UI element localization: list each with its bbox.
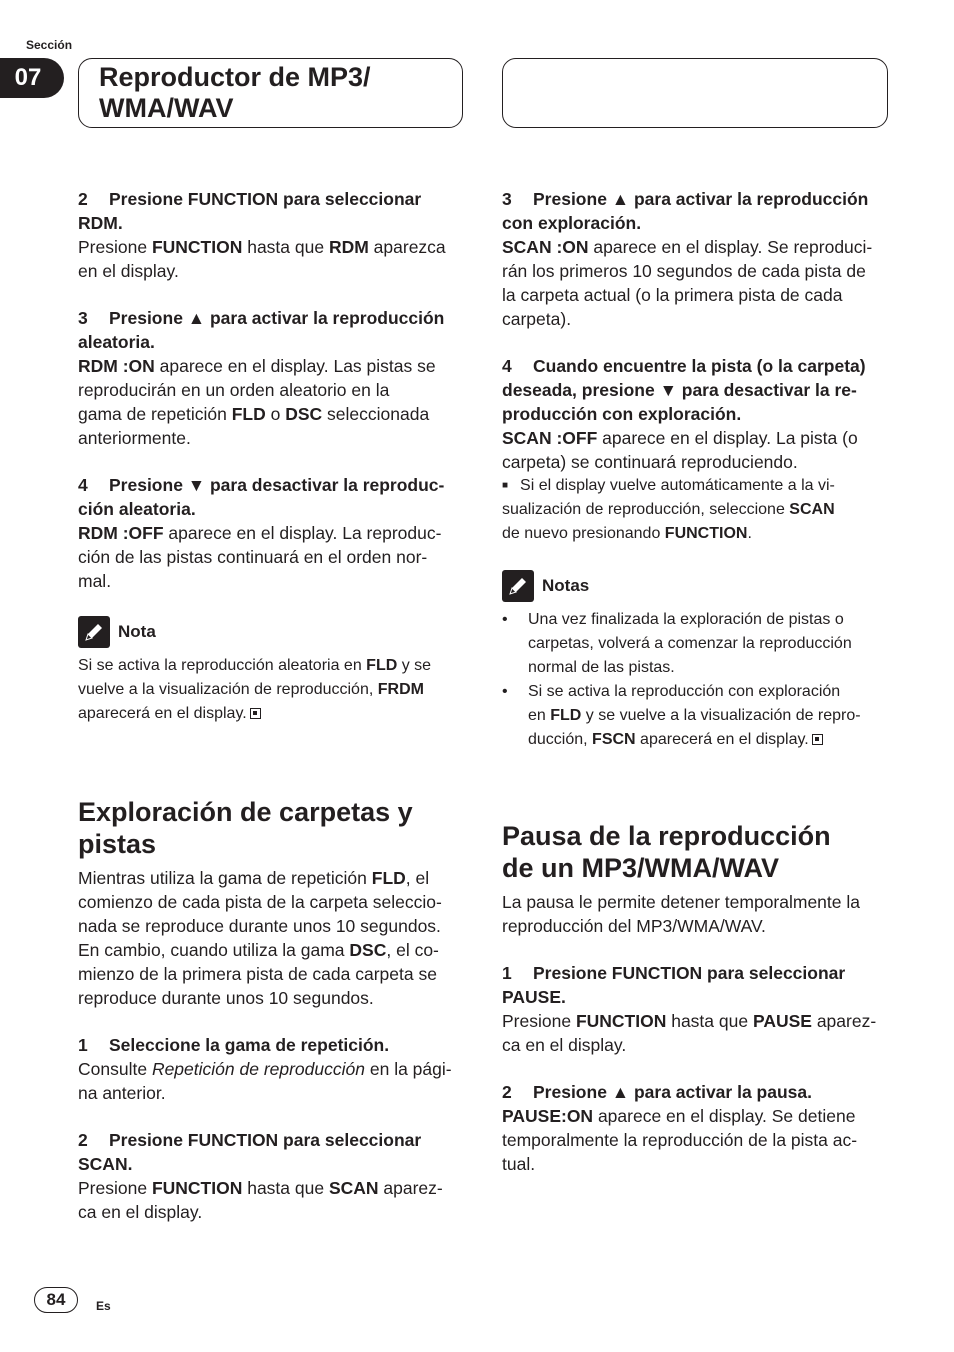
step-heading: 2 Presione ▲ para activar la pausa.: [502, 1082, 812, 1102]
section-intro: Mientras utiliza la gama de repetición FLD, el comienzo de cada pista de la carpeta seleccio- nada se reproduce durante unos 10 segundos. En cambio, cuando utiliza la gama DSC, el co- mienzo de la primera pista de cada carpeta se reproduce durante unos 10 segundos.: [78, 868, 442, 1008]
step-heading: 2 Presione FUNCTION para seleccionar: [78, 1130, 422, 1150]
right-column-top: [502, 187, 892, 752]
step-heading-cont: ción aleatoria.: [78, 499, 196, 519]
square-bullet-icon: ■: [502, 480, 509, 491]
chapter-title-line2: WMA/WAV: [99, 93, 234, 123]
notes-header: [502, 570, 892, 602]
step-body: Presione FUNCTION hasta que SCAN aparez- ca en el display.: [78, 1178, 443, 1222]
end-mark-icon: [250, 708, 261, 719]
step-body: Consulte Repetición de reproducción en la pági- na anterior.: [78, 1059, 452, 1103]
step-heading-cont: SCAN.: [78, 1154, 133, 1174]
left-column-top: [78, 187, 468, 726]
section-intro: La pausa le permite detener temporalmente la reproducción del MP3/WMA/WAV.: [502, 892, 860, 936]
note-bullet: • Si se activa la reproducción con exploración en FLD y se vuelve a la visualización de repro- ducción, FSCN aparecerá en el display.: [502, 683, 861, 748]
section-heading: Pausa de la reproducción de un MP3/WMA/WAV: [502, 821, 831, 883]
pencil-icon: [502, 570, 534, 602]
step-heading: 4 Presione ▼ para desactivar la reproduc-: [78, 475, 445, 495]
step-body: RDM :OFF aparece en el display. La reproduc- ción de las pistas continuará en el orden nor- mal.: [78, 523, 442, 591]
note-text: Si se activa la reproducción aleatoria en FLD y se vuelve a la visualización de reproducción, FRDM aparecerá en el display.: [78, 657, 432, 722]
step-heading-cont: PAUSE.: [502, 987, 566, 1007]
step-body: RDM :ON aparece en el display. Las pistas se reproducirán en un orden aleatorio en la gama de repetición FLD o DSC seleccionada anteriormente.: [78, 356, 436, 448]
step-body: SCAN :OFF aparece en el display. La pista (o carpeta) se continuará reproduciendo.: [502, 428, 858, 472]
section-label: Sección: [26, 38, 73, 52]
empty-title-box: [502, 58, 888, 128]
step-body: Presione FUNCTION hasta que RDM aparezca en el display.: [78, 237, 446, 281]
step-heading: 3 Presione ▲ para activar la reproducción: [78, 308, 445, 328]
chapter-title-line1: Reproductor de MP3/: [99, 62, 371, 92]
note-bullet: • Una vez finalizada la exploración de pistas o carpetas, volverá a comenzar la reproducción normal de las pistas.: [502, 611, 852, 676]
section-heading: Exploración de carpetas y pistas: [78, 797, 413, 859]
step-heading-cont: producción con exploración.: [502, 404, 742, 424]
end-mark-icon: [812, 734, 823, 745]
exploracion-section: [78, 796, 468, 1247]
step-heading: 4 Cuando encuentre la pista (o la carpeta): [502, 356, 866, 376]
step-heading-cont: aleatoria.: [78, 332, 155, 352]
step-heading: 3 Presione ▲ para activar la reproducción: [502, 189, 869, 209]
tip-text: ■ Si el display vuelve automáticamente a la vi- sualización de reproducción, seleccione SCAN de nuevo presionando FUNCTION.: [502, 477, 835, 542]
pencil-icon: [78, 616, 110, 648]
section-number-tab: 07: [0, 58, 64, 98]
pausa-section: [502, 820, 892, 1199]
page-number: 84: [34, 1287, 78, 1313]
step-heading-cont: RDM.: [78, 213, 123, 233]
step-body: Presione FUNCTION hasta que PAUSE aparez- ca en el display.: [502, 1011, 877, 1055]
step-body: PAUSE:ON aparece en el display. Se detiene temporalmente la reproducción de la pista ac- tual.: [502, 1106, 858, 1174]
step-heading-cont: con exploración.: [502, 213, 642, 233]
step-heading: 1 Seleccione la gama de repetición.: [78, 1035, 390, 1055]
note-header: [78, 616, 468, 648]
chapter-title-box: [78, 58, 463, 128]
step-heading: 1 Presione FUNCTION para seleccionar: [502, 963, 846, 983]
step-heading-cont: deseada, presione ▼ para desactivar la re-: [502, 380, 857, 400]
language-code: Es: [96, 1299, 111, 1313]
step-heading: 2 Presione FUNCTION para seleccionar: [78, 189, 422, 209]
notes-title: Notas: [542, 576, 590, 595]
step-body: SCAN :ON aparece en el display. Se reproduci- rán los primeros 10 segundos de cada pista de la carpeta actual (o la primera pista de cada carpeta).: [502, 237, 873, 329]
note-title: Nota: [118, 622, 156, 641]
